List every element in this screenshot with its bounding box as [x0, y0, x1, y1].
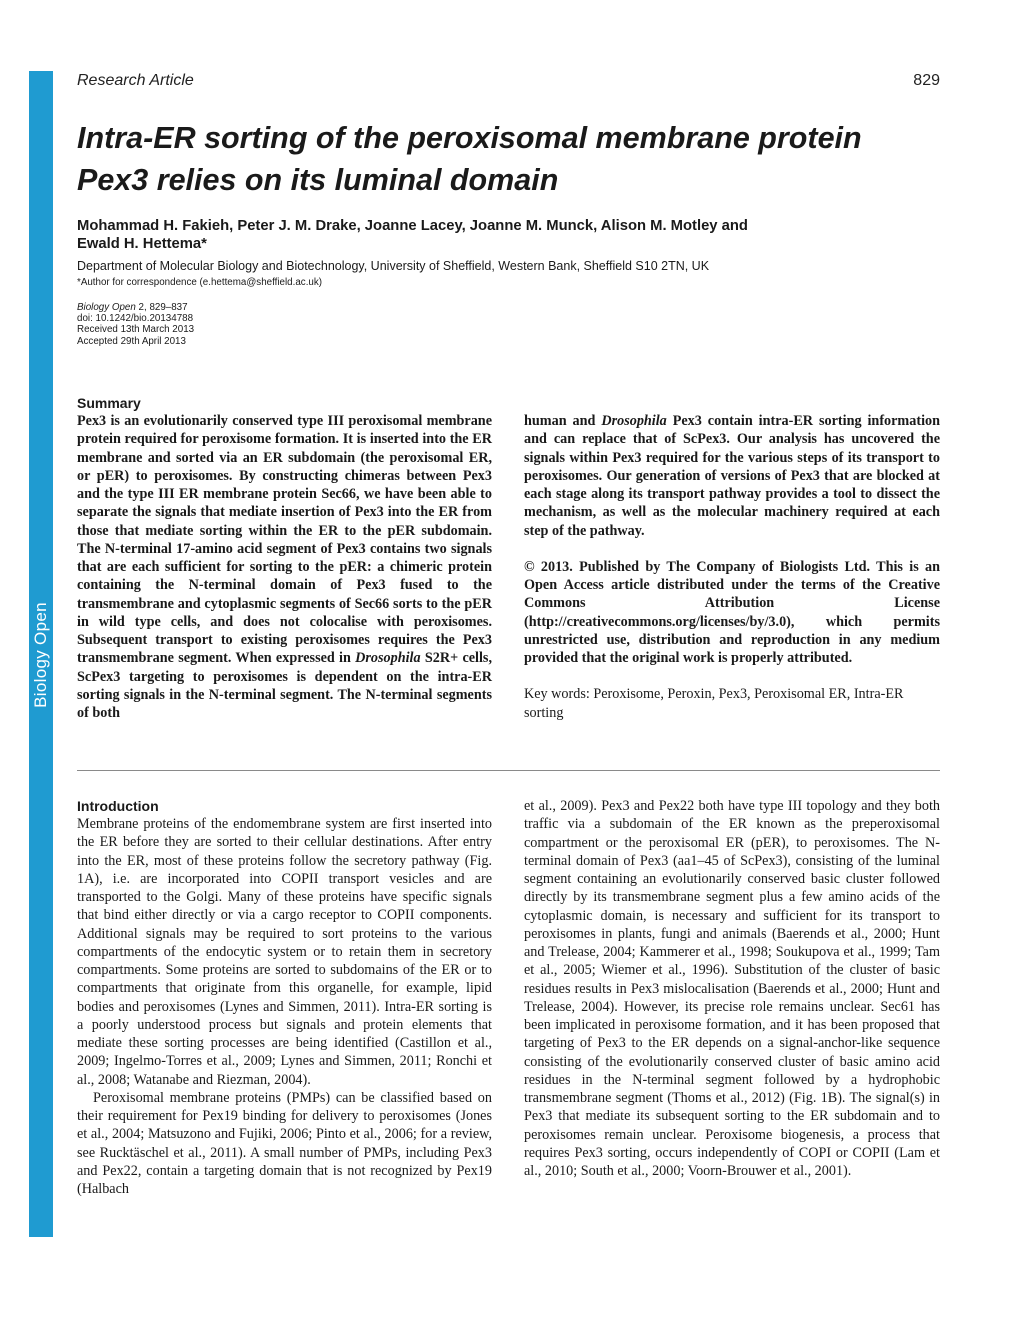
page-number: 829	[913, 72, 940, 89]
title-line-1: Intra-ER sorting of the peroxisomal membrane protein	[77, 121, 862, 155]
article-title	[77, 117, 957, 201]
introduction-heading: Introduction	[77, 798, 159, 814]
introduction-paragraph-3: et al., 2009). Pex3 and Pex22 both have type III topology and they both traffic via a subdomain of the ER known as the preperoxisomal compartment or the peroxisomal ER (pER), to peroxisomes. The N-terminal domain of Pex3 (aa1–45 of ScPex3), consisting of the luminal segment containing an evolutionarily conserved basic cluster followed directly by its transmembrane segment plus a few amino acids of the cytoplasmic domain, is necessary and sufficient for its transport to peroxisomes in plants, fungi and animals (Baerends et al., 2000; Hunt and Trelease, 2004; Kammerer et al., 1998; Soukupova et al., 1999; Tam et al., 2005; Wiemer et al., 1996). Substitution of the cluster of basic residues results in Pex3 mislocalisation (Baerends et al., 2000; Hunt and Trelease, 2004). However, its precise role remains unclear. Sec61 has been implicated in peroxisome formation, and it has been proposed that targeting of Pex3 to the ER depends on a signal-anchor-like sequence consisting of the evolutionarily conserved cluster of basic amino acid residues in the N-terminal segment followed by a hydrophobic transmembrane segment (Thoms et al., 2012) (Fig. 1B). The signal(s) in Pex3 that mediate its subsequent sorting to the ER subdomain and to peroxisomes remain unclear. Peroxisome biogenesis, a process that requires Pex3 sorting, occurs independently of COPI or COPII (Lam et al., 2010; South et al., 2000; Voorn-Brouwer et al., 2001).	[524, 798, 940, 1179]
citation-metadata	[77, 302, 194, 347]
citation-journal: Biology Open	[77, 302, 136, 313]
journal-sidebar-label	[29, 560, 53, 750]
accepted-date: Accepted 29th April 2013	[77, 335, 186, 347]
copyright-notice: © 2013. Published by The Company of Biologists Ltd. This is an Open Access article distributed under the terms of the Creative Commons Attribution License (http://creativecommons.org/licenses/by/3.0), which permits unrestricted use, distribution and reproduction in any medium provided that the original work is properly attributed.	[524, 558, 940, 666]
summary-left-column	[77, 394, 492, 722]
summary-heading: Summary	[77, 395, 141, 411]
citation-volume-pages: 2, 829–837	[135, 302, 188, 313]
introduction-paragraph-2: Peroxisomal membrane proteins (PMPs) can be classified based on their requirement for Pex19 binding for delivery to peroxisomes (Jones et al., 2004; Matsuzono and Fujiki, 2006; Pinto et al., 2006; for a review, see Rucktäschel et al., 2011). A small number of PMPs, including Pex3 and Pex22, contain a targeting domain that is not recognized by Pex19 (Halbach	[77, 1089, 492, 1197]
summary-right-column	[524, 412, 940, 722]
title-line-2: Pex3 relies on its luminal domain	[77, 163, 559, 197]
journal-name: Biology Open	[31, 602, 51, 708]
section-divider	[77, 770, 940, 771]
citation-line	[77, 302, 194, 313]
introduction-right-column	[524, 797, 940, 1180]
received-date: Received 13th March 2013	[77, 324, 195, 336]
authors-line-1: Mohammad H. Fakieh, Peter J. M. Drake, Joanne Lacey, Joanne M. Munck, Alison M. Motley and	[77, 218, 748, 234]
author-list	[77, 217, 947, 253]
section-label: Research Article	[77, 72, 194, 89]
introduction-left-column	[77, 797, 492, 1198]
summary-text-left: Pex3 is an evolutionarily conserved type III peroxisomal membrane protein required for peroxisome formation. It is inserted into the ER membrane and sorted via an ER subdomain (the peroxisomal ER, or pER) to peroxisomes. By constructing chimeras between Pex3 and the type III ER membrane protein Sec66, we have been able to separate the signals that mediate insertion of Pex3 into the ER from those that mediate sorting within the ER to the pER subdomain. The N-terminal 17-amino acid segment of Pex3 contains two signals that are each sufficient for sorting to the pER: a chimeric protein containing the N-terminal domain of Pex3 fused to the transmembrane and cytoplasmic segments of Sec66 sorts to the pER in wild type cells, and does not colocalise with peroxisomes. Subsequent transport to existing peroxisomes requires the Pex3 transmembrane segment. When expressed in Drosophila S2R+ cells, ScPex3 targeting to peroxisomes is dependent on the intra-ER sorting signals in the N-terminal segment. The N-terminal segments of both	[77, 413, 492, 721]
keywords: Key words: Peroxisome, Peroxin, Pex3, Peroxisomal ER, Intra-ER sorting	[524, 686, 904, 721]
summary-text-right: human and Drosophila Pex3 contain intra-ER sorting information and can replace that of ScPex3. Our analysis has uncovered the signals within Pex3 required for the various steps of its transport to peroxisomes. Our generation of versions of Pex3 that are blocked at each stage along its transport pathway provides a tool to dissect the mechanism, as well as the molecular machinery required at each step of the pathway.	[524, 413, 940, 539]
running-header	[77, 72, 940, 92]
correspondence-note: *Author for correspondence (e.hettema@sheffield.ac.uk)	[77, 277, 323, 288]
authors-line-2: Ewald H. Hettema*	[77, 236, 207, 252]
introduction-paragraph-1: Membrane proteins of the endomembrane system are first inserted into the ER before they are sorted to their cellular destinations. After entry into the ER, most of these proteins follow the secretory pathway (Fig. 1A), i.e. are incorporated into COPII transport vesicles and are transported to the Golgi. Many of these proteins have specific signals that bind either directly or via a cargo receptor to COPII components. Additional signals may be required to sort proteins to the various compartments of the endocytic system or to retain them in secretory compartments. Some proteins are sorted to subdomains of the ER or to compartments that originate from this organelle, for example, lipid bodies and peroxisomes (Lynes and Simmen, 2011). Intra-ER sorting is a poorly understood process but signals and protein elements that mediate these sorting processes are being identified (Castillon et al., 2009; Ingelmo-Torres et al., 2009; Lynes and Simmen, 2011; Ronchi et al., 2008; Watanabe and Riezman, 2004).	[77, 816, 492, 1088]
affiliation: Department of Molecular Biology and Biotechnology, University of Sheffield, Western Bank, Sheffield S10 2TN, UK	[77, 259, 710, 273]
doi: doi: 10.1242/bio.20134788	[77, 313, 194, 325]
